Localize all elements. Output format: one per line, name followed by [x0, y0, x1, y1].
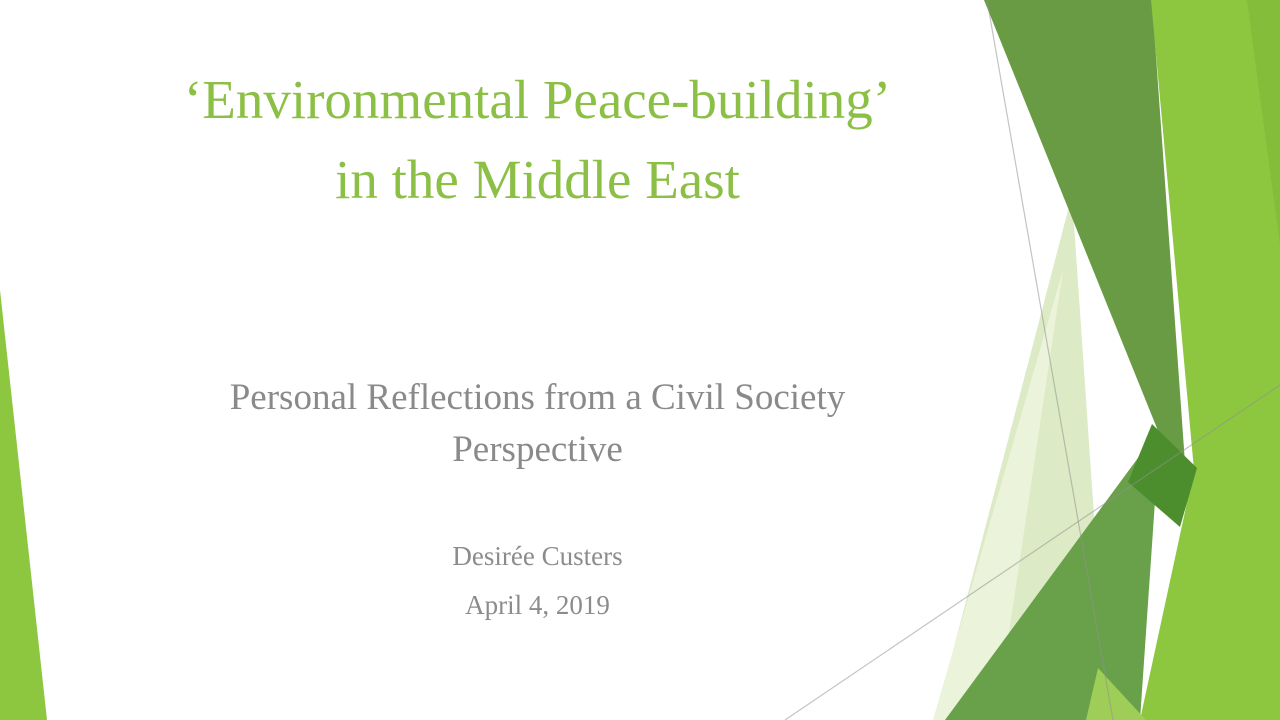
author-name: Desirée Custers — [452, 541, 623, 571]
slide-subtitle-line-1: Personal Reflections from a Civil Society — [229, 377, 846, 418]
presentation-date: April 4, 2019 — [465, 590, 610, 620]
facet-left-strip — [0, 290, 47, 720]
slide-title-line-1: ‘Environmental Peace-building’ — [183, 69, 892, 130]
slide-subtitle — [0, 372, 1075, 476]
slide-title-line-2: in the Middle East — [335, 148, 740, 210]
slide-title — [0, 60, 1075, 220]
slide-subtitle-line-2: Perspective — [452, 428, 623, 470]
